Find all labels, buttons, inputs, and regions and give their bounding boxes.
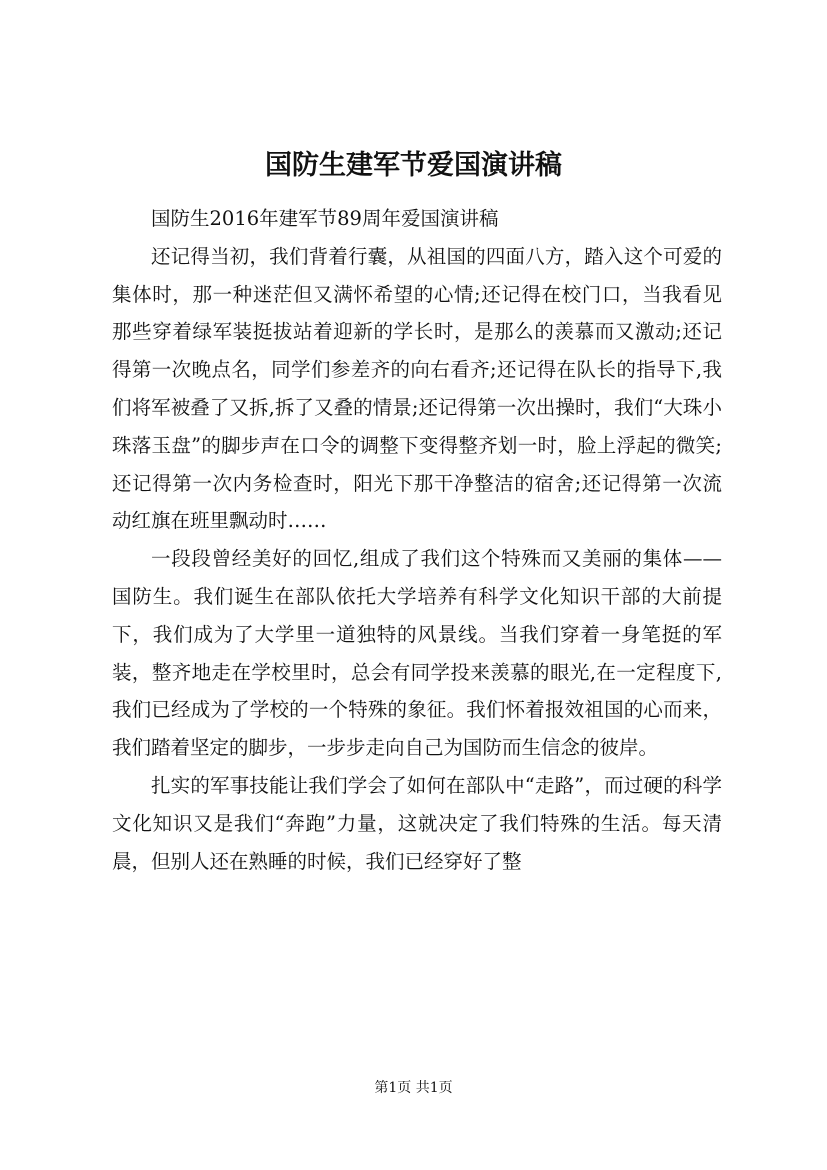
paragraph-2: 一段段曾经美好的回忆,组成了我们这个特殊而又美丽的集体——国防生。我们诞生在部队依托大学培养有科学文化知识干部的大前提下，我们成为了大学里一道独特的风景线。当我们穿着一身笔挺的军装，整齐地走在学校里时，总会有同学投来羡慕的眼光,在一定程度下,我们已经成为了学校的一个特殊的象征。我们怀着报效祖国的心而来，我们踏着坚定的脚步，一步步走向自己为国防而生信念的彼岸。 — [112, 547, 722, 760]
paragraph-1: 还记得当初，我们背着行囊，从祖国的四面八方，踏入这个可爱的集体时，那一种迷茫但又满怀希望的心情;还记得在校门口，当我看见那些穿着绿军装挺拔站着迎新的学长时，是那么的羡慕而又激动;还记得第一次晚点名，同学们参差齐的向右看齐;还记得在队长的指导下,我们将军被叠了又拆,拆了又叠的情景;还记得第一次出操时，我们“大珠小珠落玉盘”的脚步声在口令的调整下变得整齐划一时，脸上浮起的微笑;还记得第一次内务检查时，阳光下那干净整洁的宿舍;还记得第一次流动红旗在班里飘动时…… — [112, 244, 722, 533]
document-body — [112, 200, 722, 880]
page-footer: 第1页 共1页 — [374, 1080, 453, 1096]
paragraph-subtitle: 国防生2016年建军节89周年爱国演讲稿 — [151, 207, 499, 230]
paragraph-3: 扎实的军事技能让我们学会了如何在部队中“走路”，而过硬的科学文化知识又是我们“奔跑”力量，这就决定了我们特殊的生活。每天清晨，但别人还在熟睡的时候，我们已经穿好了整 — [112, 773, 722, 873]
document-title: 国防生建军节爱国演讲稿 — [265, 150, 562, 181]
